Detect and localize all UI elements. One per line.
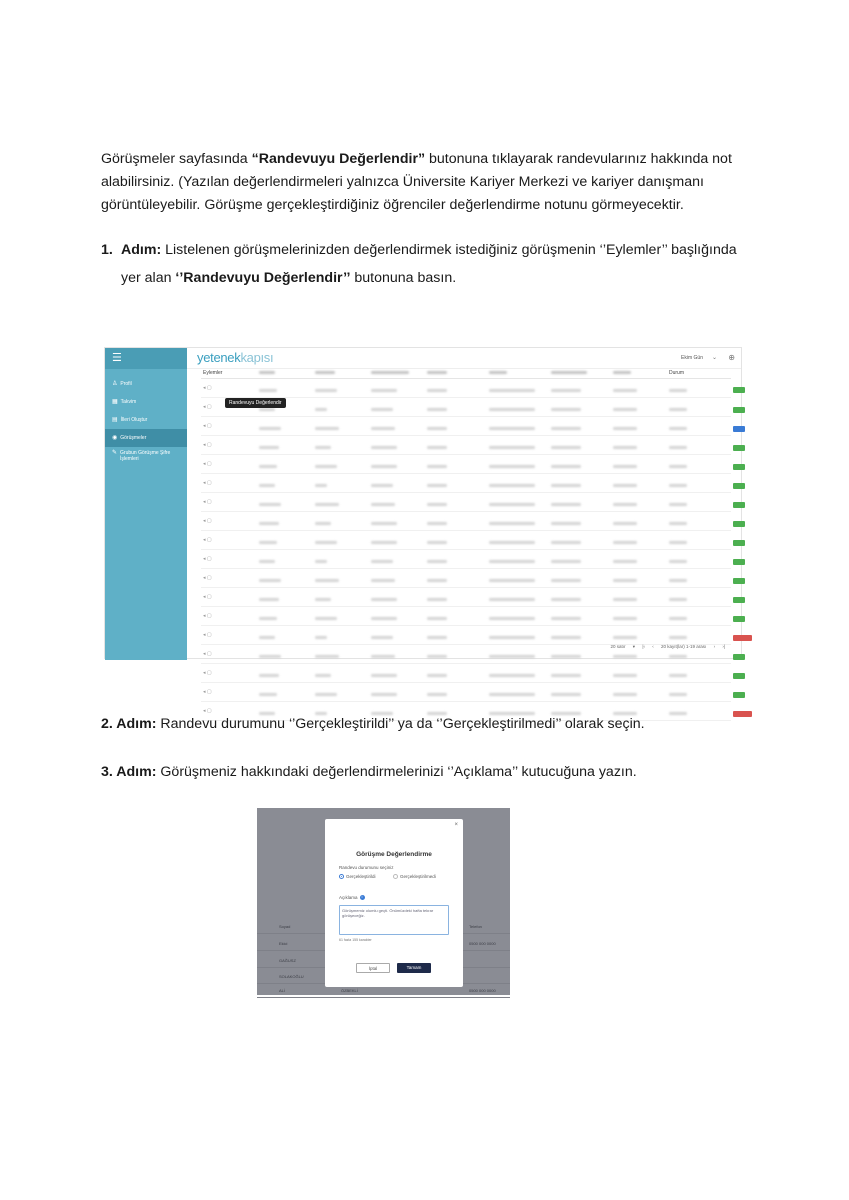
table-row xyxy=(201,435,731,454)
intro-text-2: butonuna tıklayarak randevularınız hakkında not alabilirsiniz. (Yazılan değerlendirmeleri yalnızca Üniversite Kariyer Merkezi ve kariyer danışmanı görüntüleyebilir. Görüşme gerçekleştirdiğiniz öğrenciler değerlendirme notunu görmeyecektir. xyxy=(101,151,732,213)
pencil-icon: ✎ xyxy=(112,450,118,456)
view-icon[interactable]: ◂ xyxy=(203,593,206,600)
status-badge xyxy=(733,502,745,508)
intro-bold-button-name: “Randevuyu Değerlendir” xyxy=(251,151,426,167)
row-actions xyxy=(201,682,257,701)
step-1-label: Adım: xyxy=(121,242,162,258)
evaluate-icon[interactable]: ▢ xyxy=(206,669,212,676)
sidebar xyxy=(105,348,187,660)
evaluation-modal-screenshot xyxy=(257,808,510,995)
row-actions xyxy=(201,435,257,454)
chevron-down-icon[interactable]: ⌄ xyxy=(711,355,717,361)
globe-icon[interactable]: ⊕ xyxy=(728,353,735,362)
evaluate-icon[interactable]: ▢ xyxy=(206,707,212,714)
view-icon[interactable]: ◂ xyxy=(203,441,206,448)
column-header-status: Durum xyxy=(667,369,731,378)
table-row xyxy=(201,549,731,568)
user-name[interactable]: Ekim Gün xyxy=(681,355,703,361)
status-badge xyxy=(733,578,745,584)
sidebar-item-profile[interactable] xyxy=(105,375,187,393)
step-1-text-3: butonuna basın. xyxy=(350,270,457,286)
step-3-text: Görüşmeniz hakkındaki değerlendirmelerinizi ‘’Açıklama’’ kutucuğuna yazın. xyxy=(156,764,637,780)
radio-done[interactable]: Gerçekleştirildi xyxy=(339,874,376,879)
step-3-label: 3. Adım: xyxy=(101,764,157,780)
evaluate-icon[interactable]: ▢ xyxy=(206,403,212,410)
view-icon[interactable]: ◂ xyxy=(203,403,206,410)
row-actions xyxy=(201,625,257,644)
table-row: SOLAKOĞLU xyxy=(257,968,510,984)
table-header-row xyxy=(201,369,731,378)
step-1 xyxy=(101,236,761,292)
status-badge xyxy=(733,407,745,413)
sidebar-item-label: Grubun Görüşme Şifre İşlemleri xyxy=(120,450,171,462)
step-1-number: 1. xyxy=(101,242,113,258)
status-badge xyxy=(733,464,745,470)
step-2 xyxy=(101,713,761,736)
table-row: GAĞUSZ xyxy=(257,952,510,968)
sidebar-item-label: İlleri Oluştur xyxy=(120,417,148,423)
view-icon[interactable]: ◂ xyxy=(203,384,206,391)
view-icon[interactable]: ◂ xyxy=(203,555,206,562)
user-icon: ♙ xyxy=(112,381,118,387)
evaluate-icon[interactable]: ▢ xyxy=(206,536,212,543)
view-icon[interactable]: ◂ xyxy=(203,707,206,714)
table-row xyxy=(201,587,731,606)
status-badge xyxy=(733,483,745,489)
status-label: Randevu durumunu seçiniz xyxy=(339,865,394,870)
status-badge xyxy=(733,635,752,641)
row-actions xyxy=(201,473,257,492)
view-icon[interactable]: ◂ xyxy=(203,498,206,505)
sidebar-item-create[interactable] xyxy=(105,411,187,429)
view-icon[interactable]: ◂ xyxy=(203,612,206,619)
evaluate-tooltip[interactable]: Randevuyu Değerlendir xyxy=(225,398,286,408)
row-actions xyxy=(201,530,257,549)
char-counter: 61 fazla 155 karakter xyxy=(339,938,372,942)
evaluate-icon[interactable]: ▢ xyxy=(206,688,212,695)
rows-per-page-select[interactable]: 20 satır xyxy=(610,644,626,649)
table-row xyxy=(201,625,731,644)
table-row xyxy=(201,663,731,682)
radio-not-done[interactable]: Gerçekleştirilmedi xyxy=(393,874,436,879)
sidebar-item-calendar[interactable] xyxy=(105,393,187,411)
prev-page-icon[interactable]: ‹ xyxy=(652,644,654,649)
row-actions xyxy=(201,587,257,606)
status-badge xyxy=(733,597,745,603)
table-row xyxy=(201,530,731,549)
hamburger-icon[interactable]: ☰ xyxy=(105,348,187,369)
view-icon[interactable]: ◂ xyxy=(203,536,206,543)
next-page-icon[interactable]: › xyxy=(713,644,716,649)
status-badge xyxy=(733,387,745,393)
row-actions xyxy=(201,511,257,530)
evaluate-icon[interactable]: ▢ xyxy=(206,631,212,638)
evaluate-icon[interactable]: ▢ xyxy=(206,650,212,657)
description-label: Açıklama i xyxy=(339,895,365,900)
description-textarea[interactable]: Görüşmemiz olumlu geçti. Önümüzdeki hafta tekrar görüşeceğiz. xyxy=(339,905,449,935)
evaluate-icon[interactable]: ▢ xyxy=(206,441,212,448)
table-row xyxy=(201,473,731,492)
radio-selected-icon xyxy=(339,874,344,879)
view-icon[interactable]: ◂ xyxy=(203,631,206,638)
status-badge xyxy=(733,426,745,432)
table-row xyxy=(201,682,731,701)
sidebar-item-meetings[interactable] xyxy=(105,429,187,447)
pagination xyxy=(605,644,726,650)
table-row xyxy=(201,454,731,473)
status-badge xyxy=(733,559,745,565)
table-row xyxy=(201,378,731,397)
table-row: ALİ ÖZBEKLİ 0500 000 0000 xyxy=(257,982,510,998)
first-page-icon[interactable]: |‹ xyxy=(642,644,645,649)
row-actions xyxy=(201,663,257,682)
intro-text-1: Görüşmeler sayfasında xyxy=(101,151,252,167)
column-header-actions: Eylemler xyxy=(201,369,257,378)
evaluate-icon[interactable]: ▢ xyxy=(206,517,212,524)
logo: yetenekkapısı xyxy=(197,350,274,365)
status-badge xyxy=(733,616,745,622)
step-2-label: 2. Adım: xyxy=(101,716,157,732)
row-actions xyxy=(201,606,257,625)
evaluate-icon[interactable]: ▢ xyxy=(206,460,212,467)
status-badge xyxy=(733,673,745,679)
ok-button[interactable]: Tamam xyxy=(397,963,431,973)
view-icon[interactable]: ◂ xyxy=(203,688,206,695)
info-icon: i xyxy=(360,895,365,900)
row-actions xyxy=(201,416,257,435)
row-actions xyxy=(201,492,257,511)
cancel-button[interactable]: İptal xyxy=(356,963,390,973)
evaluate-icon[interactable]: ▢ xyxy=(206,384,212,391)
eye-icon: ◉ xyxy=(112,435,118,441)
intro-paragraph xyxy=(101,148,751,217)
table-row xyxy=(201,568,731,587)
step-3 xyxy=(101,761,761,784)
table-row xyxy=(201,492,731,511)
row-actions xyxy=(201,454,257,473)
evaluate-icon[interactable]: ▢ xyxy=(206,555,212,562)
sidebar-item-password[interactable] xyxy=(105,447,187,469)
table-row xyxy=(201,511,731,530)
view-icon[interactable]: ◂ xyxy=(203,517,206,524)
evaluate-icon[interactable]: ▢ xyxy=(206,422,212,429)
step-1-bold-button-name: ‘’Randevuyu Değerlendir’’ xyxy=(175,270,351,286)
evaluate-icon[interactable]: ▢ xyxy=(206,593,212,600)
view-icon[interactable]: ◂ xyxy=(203,669,206,676)
modal-title: Görüşme Değerlendirme xyxy=(356,851,432,858)
status-badge xyxy=(733,654,745,660)
sidebar-item-label: Profil xyxy=(120,381,132,387)
table-row xyxy=(201,606,731,625)
evaluate-icon[interactable]: ▢ xyxy=(206,498,212,505)
evaluate-icon[interactable]: ▢ xyxy=(206,612,212,619)
step-1-text-1: Listelenen görüşmelerinizden değerlendirmek istediğiniz görüşmenin ‘’Eylemler’’ başlığında xyxy=(161,242,737,258)
appointments-table xyxy=(201,369,731,721)
status-badge xyxy=(733,445,745,451)
dropdown-icon[interactable]: ▾ xyxy=(632,644,636,649)
sidebar-item-label: Takvim xyxy=(120,399,137,405)
row-actions xyxy=(201,644,257,663)
close-icon[interactable]: × xyxy=(454,822,458,828)
table-row xyxy=(201,416,731,435)
step-1-text-2: yer alan xyxy=(121,270,176,286)
appointments-screenshot xyxy=(104,347,742,714)
row-actions xyxy=(201,378,257,397)
view-icon[interactable]: ◂ xyxy=(203,650,206,657)
view-icon[interactable]: ◂ xyxy=(203,574,206,581)
evaluate-icon[interactable]: ▢ xyxy=(206,574,212,581)
evaluate-icon[interactable]: ▢ xyxy=(206,479,212,486)
calendar-icon: ▦ xyxy=(112,399,118,405)
grid-icon: ▤ xyxy=(112,417,118,423)
top-bar xyxy=(187,348,741,369)
table-row: Soyad Telefon xyxy=(257,918,510,934)
view-icon[interactable]: ◂ xyxy=(203,422,206,429)
row-actions xyxy=(201,568,257,587)
step-1-continuation xyxy=(101,264,761,292)
table-row: Ekici 0500 000 0000 xyxy=(257,935,510,951)
last-page-icon[interactable]: ›| xyxy=(722,644,725,649)
status-badge xyxy=(733,692,745,698)
status-badge xyxy=(733,540,745,546)
row-actions xyxy=(201,549,257,568)
page-range: 20 kayıt(lar) 1-19 arası xyxy=(661,644,707,649)
evaluation-modal xyxy=(325,819,463,987)
view-icon[interactable]: ◂ xyxy=(203,460,206,467)
view-icon[interactable]: ◂ xyxy=(203,479,206,486)
appointments-table-wrapper xyxy=(201,369,731,714)
radio-unselected-icon xyxy=(393,874,398,879)
sidebar-item-label: Görüşmeler xyxy=(120,435,147,441)
step-2-text: Randevu durumunu ‘’Gerçekleştirildi’’ ya da ‘’Gerçekleştirilmedi’’ olarak seçin. xyxy=(156,716,645,732)
status-badge xyxy=(733,521,745,527)
